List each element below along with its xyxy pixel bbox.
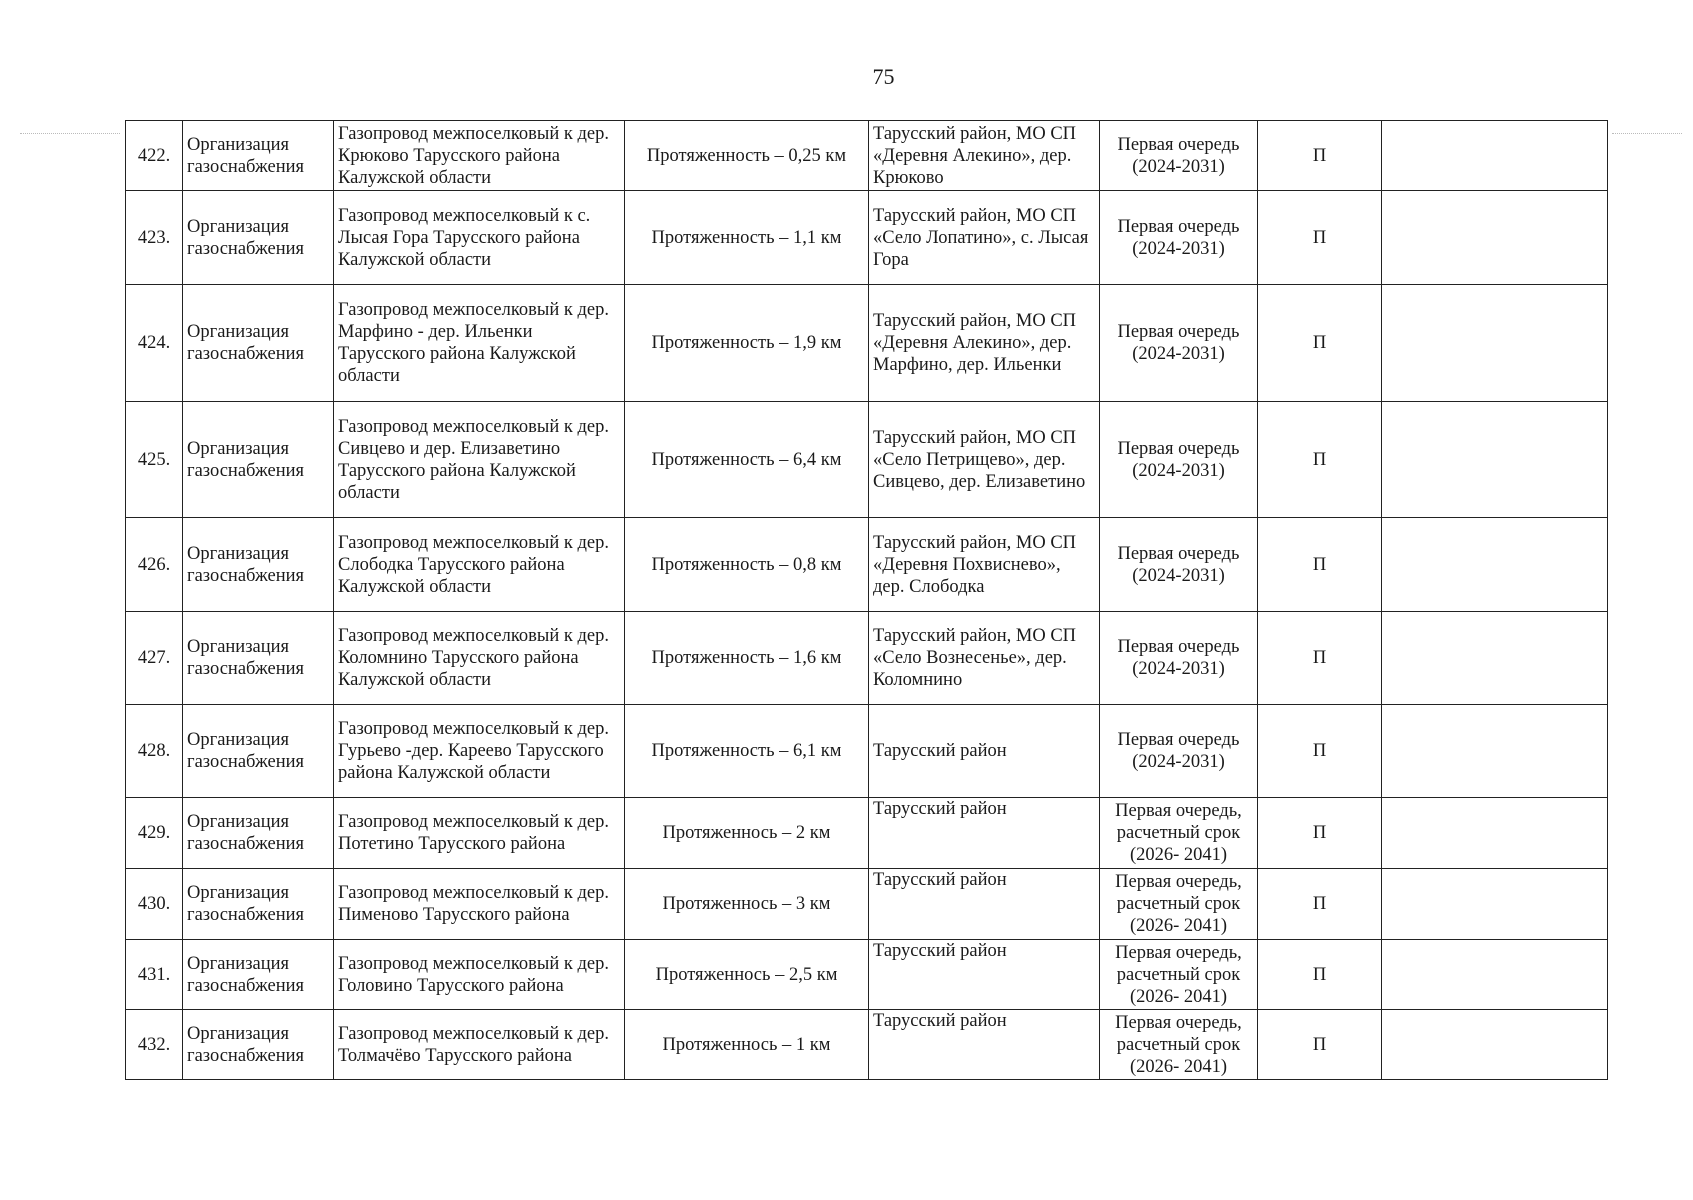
table-row	[126, 612, 1608, 705]
type-cell: П	[1258, 518, 1382, 612]
stage-cell: Первая очередь (2024-2031)	[1100, 518, 1258, 612]
object-name-cell: Газопровод межпоселковый к дер. Головино Тарусского района	[334, 940, 625, 1010]
empty-cell	[1382, 191, 1608, 285]
location-cell: Тарусский район	[869, 798, 1100, 869]
type-cell: П	[1258, 869, 1382, 940]
table-row	[126, 191, 1608, 285]
type-cell: П	[1258, 940, 1382, 1010]
length-cell: Протяженнось – 1 км	[625, 1010, 869, 1080]
stage-cell: Первая очередь (2024-2031)	[1100, 121, 1258, 191]
stage-cell: Первая очередь, расчетный срок (2026- 2041)	[1100, 798, 1258, 869]
organization-cell: Организация газоснабжения	[183, 518, 334, 612]
row-number: 423.	[126, 191, 183, 285]
length-cell: Протяженность – 0,25 км	[625, 121, 869, 191]
location-cell: Тарусский район, МО СП «Деревня Похвиснево», дер. Слободка	[869, 518, 1100, 612]
type-cell: П	[1258, 705, 1382, 798]
table-row	[126, 1010, 1608, 1080]
location-cell: Тарусский район	[869, 869, 1100, 940]
object-name-cell: Газопровод межпоселковый к дер. Марфино - дер. Ильенки Тарусского района Калужской области	[334, 285, 625, 402]
length-cell: Протяженность – 6,1 км	[625, 705, 869, 798]
location-cell: Тарусский район, МО СП «Деревня Алекино», дер. Марфино, дер. Ильенки	[869, 285, 1100, 402]
length-cell: Протяженность – 6,4 км	[625, 402, 869, 518]
type-cell: П	[1258, 798, 1382, 869]
row-number: 422.	[126, 121, 183, 191]
object-name-cell: Газопровод межпоселковый к дер. Слободка Тарусского района Калужской области	[334, 518, 625, 612]
empty-cell	[1382, 869, 1608, 940]
table-row	[126, 121, 1608, 191]
location-cell: Тарусский район, МО СП «Село Лопатино», с. Лысая Гора	[869, 191, 1100, 285]
empty-cell	[1382, 1010, 1608, 1080]
object-name-cell: Газопровод межпоселковый к дер. Коломнино Тарусского района Калужской области	[334, 612, 625, 705]
stage-cell: Первая очередь, расчетный срок (2026- 2041)	[1100, 1010, 1258, 1080]
row-number: 426.	[126, 518, 183, 612]
empty-cell	[1382, 121, 1608, 191]
type-cell: П	[1258, 191, 1382, 285]
scan-artifact-right	[1612, 133, 1682, 135]
empty-cell	[1382, 940, 1608, 1010]
location-cell: Тарусский район	[869, 1010, 1100, 1080]
page-number: 75	[872, 64, 895, 89]
type-cell: П	[1258, 612, 1382, 705]
scan-artifact-left	[20, 133, 120, 135]
table-row	[126, 705, 1608, 798]
row-number: 424.	[126, 285, 183, 402]
type-cell: П	[1258, 285, 1382, 402]
stage-cell: Первая очередь (2024-2031)	[1100, 612, 1258, 705]
type-cell: П	[1258, 121, 1382, 191]
stage-cell: Первая очередь (2024-2031)	[1100, 285, 1258, 402]
object-name-cell: Газопровод межпоселковый к дер. Потетино Тарусского района	[334, 798, 625, 869]
location-cell: Тарусский район	[869, 940, 1100, 1010]
stage-cell: Первая очередь (2024-2031)	[1100, 705, 1258, 798]
object-name-cell: Газопровод межпоселковый к дер. Сивцево и дер. Елизаветино Тарусского района Калужской области	[334, 402, 625, 518]
row-number: 431.	[126, 940, 183, 1010]
table-row	[126, 402, 1608, 518]
length-cell: Протяженнось – 3 км	[625, 869, 869, 940]
stage-cell: Первая очередь (2024-2031)	[1100, 402, 1258, 518]
location-cell: Тарусский район, МО СП «Село Петрищево», дер. Сивцево, дер. Елизаветино	[869, 402, 1100, 518]
row-number: 428.	[126, 705, 183, 798]
empty-cell	[1382, 518, 1608, 612]
length-cell: Протяженность – 1,1 км	[625, 191, 869, 285]
object-name-cell: Газопровод межпоселковый к с. Лысая Гора Тарусского района Калужской области	[334, 191, 625, 285]
table-row	[126, 285, 1608, 402]
table-row	[126, 869, 1608, 940]
empty-cell	[1382, 402, 1608, 518]
row-number: 432.	[126, 1010, 183, 1080]
type-cell: П	[1258, 1010, 1382, 1080]
stage-cell: Первая очередь, расчетный срок (2026- 2041)	[1100, 940, 1258, 1010]
location-cell: Тарусский район	[869, 705, 1100, 798]
empty-cell	[1382, 798, 1608, 869]
organization-cell: Организация газоснабжения	[183, 1010, 334, 1080]
table-row	[126, 940, 1608, 1010]
length-cell: Протяженнось – 2 км	[625, 798, 869, 869]
empty-cell	[1382, 705, 1608, 798]
organization-cell: Организация газоснабжения	[183, 798, 334, 869]
row-number: 425.	[126, 402, 183, 518]
location-cell: Тарусский район, МО СП «Деревня Алекино», дер. Крюково	[869, 121, 1100, 191]
object-name-cell: Газопровод межпоселковый к дер. Пименово Тарусского района	[334, 869, 625, 940]
organization-cell: Организация газоснабжения	[183, 191, 334, 285]
table-row	[126, 518, 1608, 612]
type-cell: П	[1258, 402, 1382, 518]
organization-cell: Организация газоснабжения	[183, 705, 334, 798]
table-row	[126, 798, 1608, 869]
length-cell: Протяженность – 0,8 км	[625, 518, 869, 612]
infrastructure-table	[125, 120, 1608, 1080]
row-number: 429.	[126, 798, 183, 869]
object-name-cell: Газопровод межпоселковый к дер. Крюково Тарусского района Калужской области	[334, 121, 625, 191]
empty-cell	[1382, 285, 1608, 402]
organization-cell: Организация газоснабжения	[183, 402, 334, 518]
stage-cell: Первая очередь (2024-2031)	[1100, 191, 1258, 285]
row-number: 427.	[126, 612, 183, 705]
object-name-cell: Газопровод межпоселковый к дер. Толмачёво Тарусского района	[334, 1010, 625, 1080]
location-cell: Тарусский район, МО СП «Село Вознесенье», дер. Коломнино	[869, 612, 1100, 705]
object-name-cell: Газопровод межпоселковый к дер. Гурьево -дер. Кареево Тарусского района Калужской области	[334, 705, 625, 798]
organization-cell: Организация газоснабжения	[183, 285, 334, 402]
length-cell: Протяженность – 1,6 км	[625, 612, 869, 705]
organization-cell: Организация газоснабжения	[183, 869, 334, 940]
empty-cell	[1382, 612, 1608, 705]
organization-cell: Организация газоснабжения	[183, 940, 334, 1010]
row-number: 430.	[126, 869, 183, 940]
length-cell: Протяженность – 1,9 км	[625, 285, 869, 402]
stage-cell: Первая очередь, расчетный срок (2026- 2041)	[1100, 869, 1258, 940]
organization-cell: Организация газоснабжения	[183, 121, 334, 191]
length-cell: Протяженнось – 2,5 км	[625, 940, 869, 1010]
organization-cell: Организация газоснабжения	[183, 612, 334, 705]
